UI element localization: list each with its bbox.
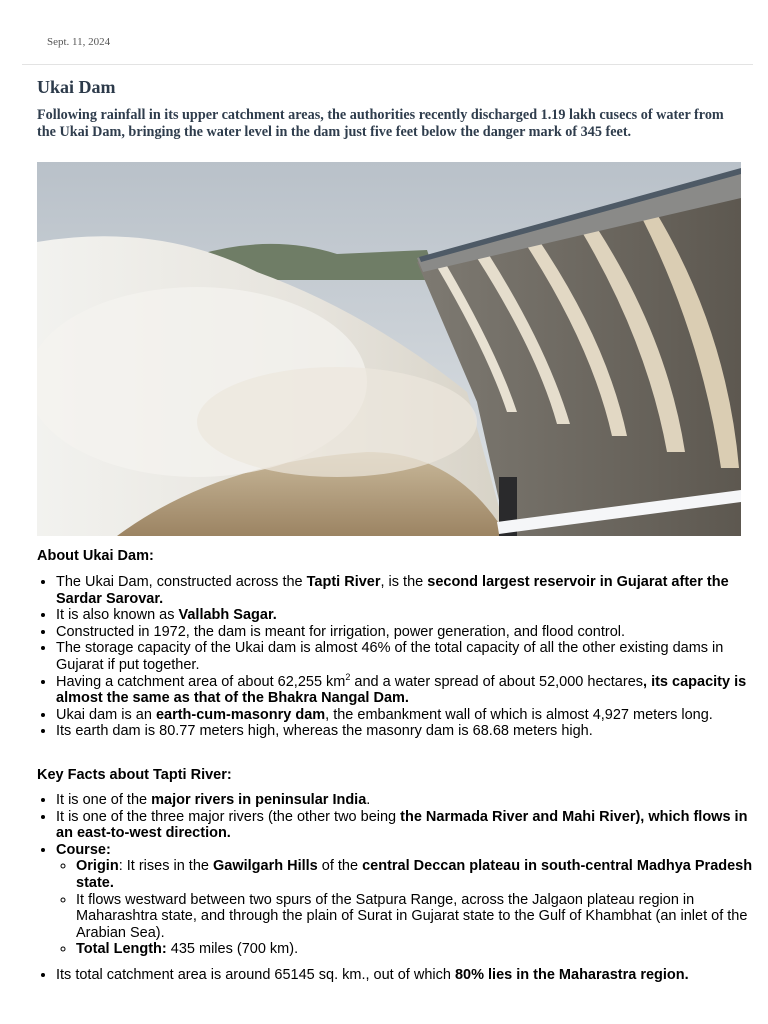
list-item: • It is one of the major rivers in peninsular India. (56, 792, 764, 809)
list-item: • It is also known as Vallabh Sagar. (56, 607, 764, 624)
about-dam-heading: About Ukai Dam: (37, 548, 154, 564)
list-item: • Course: ◦ Origin: It rises in the Gawilgarh Hills of the central Deccan plateau in south-central Madhya Pradesh state. ◦ It flows westward between two spurs of the Satpura Range, across the Jalgaon plateau region in Maharashtra state, and through the plain of Surat in Gujarat state to the Gulf of Khambhat (an inlet of the Arabian Sea). ◦ Total Length: 435 miles (700 km). (56, 842, 764, 958)
list-item: • Having a catchment area of about 62,255 $km^2$ and a water spread of about 52,000 hectares, its capacity is almost the same as that of the Bhakra Nangal Dam. (56, 674, 764, 707)
list-item: • Its earth dam is 80.77 meters high, whereas the masonry dam is 68.68 meters high. (56, 723, 764, 740)
tapti-facts-heading: Key Facts about Tapti River: (37, 767, 232, 783)
tapti-catchment-list (37, 967, 764, 984)
list-item: ◦ Origin: It rises in the Gawilgarh Hills of the central Deccan plateau in south-central Madhya Pradesh state. (76, 858, 764, 891)
list-item: ◦ Total Length: 435 miles (700 km). (76, 941, 764, 958)
list-item: ◦ It flows westward between two spurs of the Satpura Range, across the Jalgaon plateau region in Maharashtra state, and through the plain of Surat in Gujarat state to the Gulf of Khambhat (an inlet of the Arabian Sea). (76, 892, 764, 942)
list-item: • Constructed in 1972, the dam is meant for irrigation, power generation, and flood control. (56, 624, 764, 641)
list-item: • Its total catchment area is around 65145 sq. km., out of which 80% lies in the Maharastra region. (56, 967, 764, 984)
dam-spillway-photo (37, 162, 741, 536)
list-item: • The Ukai Dam, constructed across the Tapti River, is the second largest reservoir in Gujarat after the Sardar Sarovar. (56, 574, 764, 607)
about-dam-list (37, 574, 764, 740)
tapti-facts-list (37, 792, 764, 958)
header-divider (22, 64, 753, 65)
list-item: • Ukai dam is an earth-cum-masonry dam, the embankment wall of which is almost 4,927 meters long. (56, 707, 764, 724)
article-title: Ukai Dam (37, 77, 116, 97)
publish-date: Sept. 11, 2024 (47, 36, 111, 48)
course-sublist (56, 858, 764, 958)
article-lead: Following rainfall in its upper catchment areas, the authorities recently discharged 1.19 lakh cusecs of water from the Ukai Dam, bringing the water level in the dam just five feet below the danger mark of 345 feet. (37, 107, 724, 140)
list-item: • It is one of the three major rivers (the other two being the Narmada River and Mahi River), which flows in an east-to-west direction. (56, 809, 764, 842)
list-item: • The storage capacity of the Ukai dam is almost 46% of the total capacity of all the other existing dams in Gujarat if put together. (56, 640, 764, 673)
